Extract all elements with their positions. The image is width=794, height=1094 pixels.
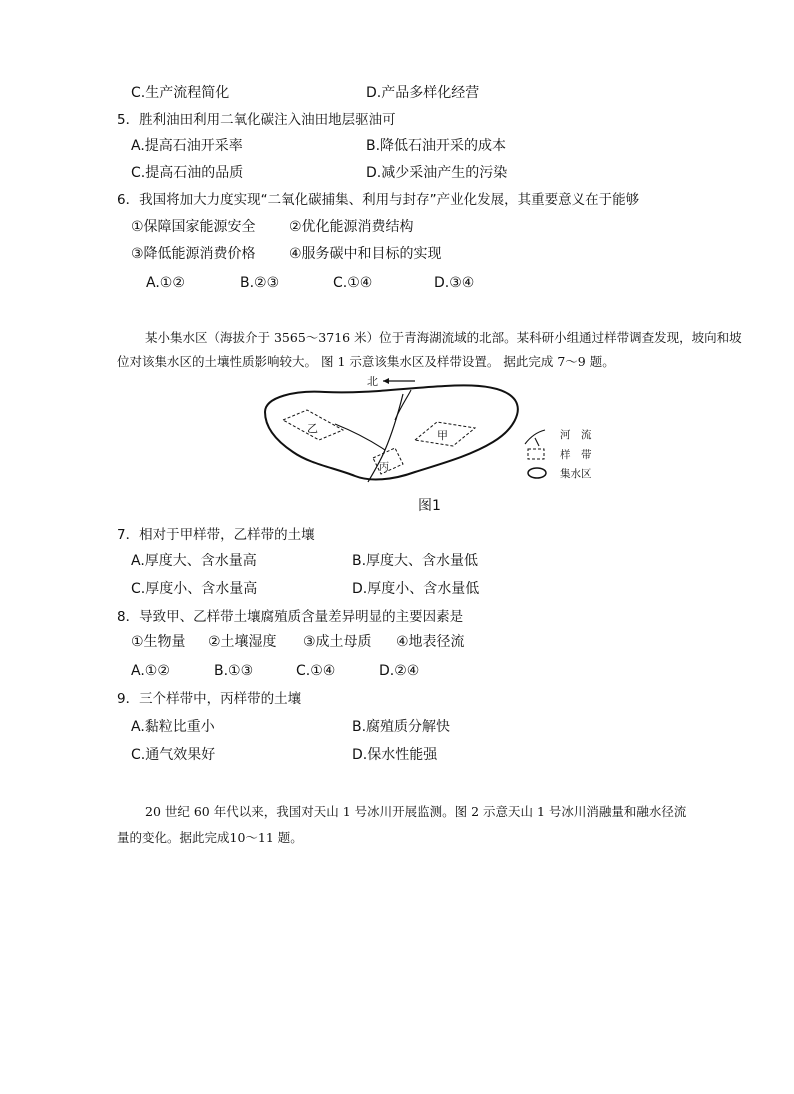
q8-statement-3: ③成土母质 (303, 634, 372, 650)
legend-belt-symbol (528, 449, 544, 459)
q9-option-d: D.保水性能强 (352, 747, 438, 763)
q6-statement-4: ④服务碳中和目标的实现 (289, 246, 442, 262)
q9-stem: 9．三个样带中，丙样带的土壤 (117, 691, 302, 707)
q8-option-d: D.②④ (379, 663, 420, 679)
q6-option-a: A.①② (146, 275, 185, 291)
figure1-caption: 图1 (418, 498, 441, 514)
legend-river-symbol (525, 430, 545, 446)
north-arrow-head (383, 378, 389, 384)
q4-option-c: C.生产流程简化 (131, 85, 230, 101)
q6-stem: 6．我国将加大力度实现“二氧化碳捕集、利用与封存”产业化发展，其重要意义在于能够 (117, 192, 640, 208)
intro2-line2: 量的变化。据此完成10～11 题。 (117, 830, 303, 845)
q9-option-a: A.黏粒比重小 (131, 719, 215, 735)
q8-stem: 8．导致甲、乙样带土壤腐殖质含量差异明显的主要因素是 (117, 609, 464, 625)
intro2-line1: 20 世纪 60 年代以来，我国对天山 1 号冰川开展监测。图 2 示意天山 1 号冰川消融量和融水径流 (145, 804, 687, 819)
belt-yi-label: 乙 (307, 422, 318, 435)
legend-river-label: 河 流 (560, 429, 592, 441)
q6-option-c: C.①④ (333, 275, 373, 291)
q8-option-b: B.①③ (214, 663, 254, 679)
q9-option-b: B.腐殖质分解快 (352, 719, 451, 735)
q8-statement-2: ②土壤湿度 (208, 634, 277, 650)
intro1-line1: 某小集水区（海拔介于 3565～3716 米）位于青海湖流域的北部。某科研小组通过样带调查发现，坡向和坡 (145, 330, 742, 345)
belt-bing-label: 丙 (379, 462, 389, 473)
q7-option-c: C.厚度小、含水量高 (131, 581, 258, 597)
q4-option-d: D.产品多样化经营 (366, 85, 480, 101)
belt-jia-label: 甲 (437, 429, 448, 442)
q5-option-a: A.提高石油开采率 (131, 138, 243, 154)
q6-statement-1: ①保障国家能源安全 (131, 219, 256, 235)
q8-statement-4: ④地表径流 (396, 634, 465, 650)
q6-statement-3: ③降低能源消费价格 (131, 246, 256, 262)
q6-option-b: B.②③ (240, 275, 280, 291)
q6-statement-2: ②优化能源消费结构 (289, 219, 414, 235)
intro1-line2: 位对该集水区的土壤性质影响较大。 图 1 示意该集水区及样带设置。 据此完成 7～9 题。 (117, 354, 615, 369)
north-label: 北 (367, 375, 378, 388)
q7-stem: 7．相对于甲样带，乙样带的土壤 (117, 527, 315, 543)
q5-option-d: D.减少采油产生的污染 (366, 165, 508, 181)
q8-option-c: C.①④ (296, 663, 336, 679)
q7-option-d: D.厚度小、含水量低 (352, 581, 480, 597)
q9-option-c: C.通气效果好 (131, 747, 216, 763)
q5-option-c: C.提高石油的品质 (131, 165, 244, 181)
river-branch-left (335, 424, 385, 450)
q6-option-d: D.③④ (434, 275, 475, 291)
q7-option-a: A.厚度大、含水量高 (131, 553, 257, 569)
legend-belt-label: 样 带 (560, 449, 592, 461)
legend-area-label: 集水区 (560, 468, 592, 480)
q5-option-b: B.降低石油开采的成本 (366, 138, 507, 154)
q7-option-b: B.厚度大、含水量低 (352, 553, 479, 569)
q8-option-a: A.①② (131, 663, 170, 679)
legend-area-symbol (528, 468, 546, 478)
q5-stem: 5．胜利油田利用二氧化碳注入油田地层驱油可 (117, 112, 396, 128)
q8-statement-1: ①生物量 (131, 634, 186, 650)
figure1-map (255, 372, 615, 490)
